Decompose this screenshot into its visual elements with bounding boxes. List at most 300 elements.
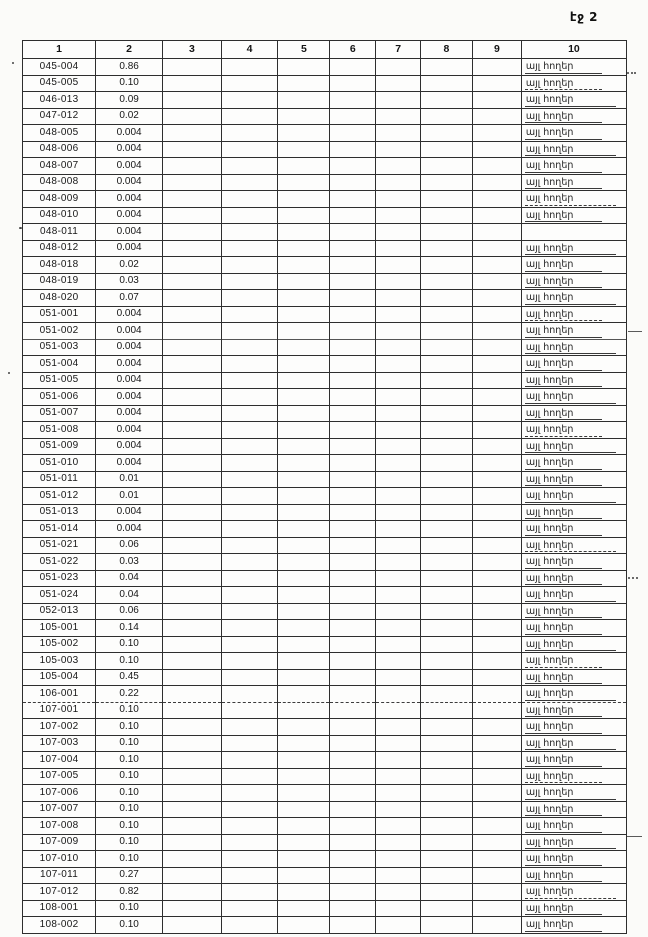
table-row [23,191,627,208]
table-row [23,917,627,934]
empty-cell [420,422,472,439]
empty-cell [472,719,521,736]
empty-cell [330,917,376,934]
empty-cell [420,59,472,76]
empty-cell [376,455,421,472]
empty-cell [163,158,222,175]
empty-cell [330,768,376,785]
empty-cell [221,422,278,439]
empty-cell [376,686,421,703]
empty-cell [376,92,421,109]
empty-cell [330,488,376,505]
empty-cell [376,719,421,736]
empty-cell [472,174,521,191]
empty-cell [278,884,330,901]
column-header-1: 1 [23,41,96,59]
column-header-3: 3 [163,41,222,59]
table-row [23,372,627,389]
parcel-code-cell: 105-003 [23,653,96,670]
empty-cell [472,389,521,406]
land-type-label: այլ հողեր [525,291,616,305]
land-type-cell [521,702,626,719]
table-row [23,686,627,703]
empty-cell [278,636,330,653]
empty-cell [472,636,521,653]
parcel-code-cell: 048-005 [23,125,96,142]
land-type-label: այլ հողեր [525,770,602,784]
empty-cell [278,917,330,934]
empty-cell [420,884,472,901]
empty-cell [163,884,222,901]
empty-cell [472,653,521,670]
empty-cell [163,702,222,719]
area-value-cell: 0.04 [96,587,163,604]
empty-cell [278,422,330,439]
table-row [23,306,627,323]
empty-cell [221,92,278,109]
empty-cell [330,785,376,802]
table-row [23,504,627,521]
table-row [23,801,627,818]
column-header-6: 6 [330,41,376,59]
empty-cell [472,323,521,340]
empty-cell [472,273,521,290]
empty-cell [420,240,472,257]
parcel-code-cell: 108-001 [23,900,96,917]
empty-cell [163,785,222,802]
column-header-4: 4 [221,41,278,59]
empty-cell [221,125,278,142]
empty-cell [420,372,472,389]
empty-cell [330,273,376,290]
empty-cell [278,290,330,307]
table-row [23,339,627,356]
empty-cell [376,339,421,356]
land-type-cell [521,917,626,934]
land-type-cell [521,834,626,851]
table-row [23,141,627,158]
area-value-cell: 0.27 [96,867,163,884]
empty-cell [278,141,330,158]
parcel-code-cell: 107-005 [23,768,96,785]
area-value-cell: 0.004 [96,174,163,191]
empty-cell [221,752,278,769]
empty-cell [472,141,521,158]
land-type-cell [521,719,626,736]
land-type-cell [521,818,626,835]
empty-cell [420,438,472,455]
empty-cell [472,686,521,703]
empty-cell [221,851,278,868]
empty-cell [376,917,421,934]
empty-cell [278,488,330,505]
land-type-cell [521,801,626,818]
page-number: էջ 2 [569,10,598,24]
empty-cell [376,735,421,752]
empty-cell [420,686,472,703]
empty-cell [376,521,421,538]
parcel-code-cell: 051-004 [23,356,96,373]
empty-cell [278,389,330,406]
empty-cell [330,290,376,307]
land-type-cell [521,636,626,653]
empty-cell [163,504,222,521]
parcel-code-cell: 051-023 [23,570,96,587]
land-type-cell [521,372,626,389]
empty-cell [420,851,472,868]
empty-cell [420,504,472,521]
empty-cell [163,191,222,208]
empty-cell [163,59,222,76]
land-type-cell [521,884,626,901]
empty-cell [420,867,472,884]
empty-cell [221,554,278,571]
empty-cell [376,273,421,290]
empty-cell [472,75,521,92]
empty-cell [376,603,421,620]
table-row [23,158,627,175]
area-value-cell: 0.02 [96,108,163,125]
area-value-cell: 0.10 [96,636,163,653]
empty-cell [278,702,330,719]
empty-cell [376,438,421,455]
empty-cell [420,603,472,620]
land-type-cell [521,686,626,703]
empty-cell [163,125,222,142]
table-row [23,174,627,191]
empty-cell [330,719,376,736]
land-type-label: այլ հողեր [525,390,616,404]
empty-cell [330,554,376,571]
empty-cell [221,603,278,620]
table-row [23,488,627,505]
empty-cell [330,620,376,637]
land-type-label: այլ հողեր [525,126,602,140]
empty-cell [376,504,421,521]
empty-cell [163,455,222,472]
empty-cell [472,240,521,257]
area-value-cell: 0.004 [96,323,163,340]
area-value-cell: 0.06 [96,603,163,620]
land-type-cell [521,158,626,175]
area-value-cell: 0.004 [96,240,163,257]
empty-cell [330,75,376,92]
empty-cell [278,537,330,554]
table-row [23,323,627,340]
empty-cell [221,884,278,901]
land-type-label: այլ հողեր [525,869,602,883]
land-type-label: այլ հողեր [525,786,616,800]
empty-cell [376,108,421,125]
empty-cell [330,339,376,356]
land-type-label: այլ հողեր [525,902,602,916]
empty-cell [278,818,330,835]
empty-cell [420,174,472,191]
empty-cell [221,207,278,224]
land-type-cell [521,867,626,884]
empty-cell [472,438,521,455]
empty-cell [221,818,278,835]
table-body [23,59,627,934]
empty-cell [221,372,278,389]
empty-cell [420,537,472,554]
table-row [23,867,627,884]
empty-cell [163,521,222,538]
area-value-cell: 0.004 [96,224,163,241]
empty-cell [472,290,521,307]
table-row [23,75,627,92]
empty-cell [163,471,222,488]
empty-cell [472,521,521,538]
empty-cell [330,372,376,389]
land-type-label: այլ հողեր [525,423,602,437]
empty-cell [278,372,330,389]
empty-cell [278,158,330,175]
area-value-cell: 0.10 [96,818,163,835]
empty-cell [420,554,472,571]
empty-cell [420,620,472,637]
land-type-cell [521,851,626,868]
area-value-cell: 0.004 [96,455,163,472]
land-type-label: այլ հողեր [525,440,616,454]
empty-cell [278,405,330,422]
empty-cell [163,801,222,818]
land-type-cell [521,273,626,290]
empty-cell [330,141,376,158]
empty-cell [163,653,222,670]
empty-cell [472,455,521,472]
parcel-code-cell: 048-007 [23,158,96,175]
empty-cell [472,257,521,274]
table-row [23,521,627,538]
land-type-label: այլ հողեր [525,506,602,520]
table-row [23,603,627,620]
empty-cell [420,405,472,422]
land-type-label: այլ հողեր [525,473,602,487]
empty-cell [221,537,278,554]
empty-cell [221,240,278,257]
land-type-cell [521,422,626,439]
empty-cell [330,851,376,868]
table-row [23,438,627,455]
empty-cell [163,818,222,835]
land-type-label: այլ հողեր [525,671,602,685]
empty-cell [420,224,472,241]
land-type-label: այլ հողեր [525,407,602,421]
empty-cell [278,570,330,587]
parcel-code-cell: 048-006 [23,141,96,158]
land-type-label: այլ հողեր [525,308,602,322]
land-type-cell [521,735,626,752]
empty-cell [472,488,521,505]
parcel-code-cell: 048-018 [23,257,96,274]
empty-cell [330,735,376,752]
area-value-cell: 0.86 [96,59,163,76]
parcel-code-cell: 051-001 [23,306,96,323]
empty-cell [472,702,521,719]
land-type-cell [521,405,626,422]
empty-cell [163,141,222,158]
empty-cell [376,669,421,686]
land-type-cell [521,554,626,571]
land-type-label: այլ հողեր [525,93,616,107]
empty-cell [221,471,278,488]
land-type-cell [521,257,626,274]
table-row [23,636,627,653]
parcel-code-cell: 051-014 [23,521,96,538]
land-type-label: այլ հողեր [525,704,602,718]
empty-cell [472,620,521,637]
empty-cell [163,323,222,340]
table-row [23,900,627,917]
empty-cell [376,389,421,406]
land-type-cell [521,108,626,125]
empty-cell [472,801,521,818]
parcel-code-cell: 107-002 [23,719,96,736]
empty-cell [163,570,222,587]
empty-cell [278,669,330,686]
parcel-code-cell: 048-011 [23,224,96,241]
empty-cell [278,653,330,670]
empty-cell [420,521,472,538]
empty-cell [278,224,330,241]
empty-cell [330,356,376,373]
header-row [23,41,627,59]
land-type-cell [521,768,626,785]
parcel-code-cell: 048-009 [23,191,96,208]
land-type-cell [521,92,626,109]
empty-cell [376,620,421,637]
empty-cell [376,537,421,554]
land-type-cell [521,141,626,158]
empty-cell [163,372,222,389]
empty-cell [163,537,222,554]
parcel-code-cell: 107-008 [23,818,96,835]
empty-cell [472,158,521,175]
empty-cell [221,174,278,191]
land-type-cell [521,207,626,224]
land-type-label: այլ հողեր [525,60,602,74]
empty-cell [376,306,421,323]
empty-cell [278,554,330,571]
empty-cell [376,570,421,587]
empty-cell [472,405,521,422]
empty-cell [163,735,222,752]
area-value-cell: 0.10 [96,785,163,802]
area-value-cell: 0.03 [96,273,163,290]
empty-cell [376,207,421,224]
land-type-cell [521,356,626,373]
empty-cell [376,141,421,158]
table-row [23,785,627,802]
empty-cell [376,702,421,719]
empty-cell [163,867,222,884]
land-type-cell [521,653,626,670]
empty-cell [278,785,330,802]
empty-cell [330,158,376,175]
empty-cell [376,801,421,818]
empty-cell [376,75,421,92]
table-row [23,240,627,257]
empty-cell [330,570,376,587]
area-value-cell: 0.004 [96,405,163,422]
empty-cell [221,438,278,455]
area-value-cell: 0.004 [96,422,163,439]
empty-cell [221,488,278,505]
parcel-code-cell: 051-012 [23,488,96,505]
empty-cell [163,92,222,109]
parcel-code-cell: 051-022 [23,554,96,571]
empty-cell [330,422,376,439]
empty-cell [330,207,376,224]
empty-cell [376,257,421,274]
area-value-cell: 0.03 [96,554,163,571]
table-row [23,108,627,125]
empty-cell [420,273,472,290]
empty-cell [472,356,521,373]
area-value-cell: 0.04 [96,570,163,587]
empty-cell [221,224,278,241]
parcel-code-cell: 051-005 [23,372,96,389]
empty-cell [278,620,330,637]
empty-cell [420,818,472,835]
empty-cell [376,884,421,901]
table-header [23,41,627,59]
land-type-label: այլ հողեր [525,836,616,850]
empty-cell [163,752,222,769]
empty-cell [221,75,278,92]
empty-cell [420,207,472,224]
empty-cell [278,719,330,736]
empty-cell [221,719,278,736]
area-value-cell: 0.004 [96,438,163,455]
area-value-cell: 0.01 [96,471,163,488]
empty-cell [163,257,222,274]
empty-cell [163,636,222,653]
land-type-label: այլ հողեր [525,638,616,652]
table-row [23,702,627,719]
empty-cell [472,59,521,76]
empty-cell [376,356,421,373]
land-type-cell [521,504,626,521]
empty-cell [330,504,376,521]
empty-cell [472,554,521,571]
empty-cell [376,818,421,835]
land-type-cell [521,59,626,76]
land-type-label: այլ հողեր [525,737,616,751]
land-type-cell [521,471,626,488]
empty-cell [278,75,330,92]
land-type-cell [521,75,626,92]
column-header-10: 10 [521,41,626,59]
area-value-cell: 0.10 [96,719,163,736]
empty-cell [472,339,521,356]
empty-cell [376,422,421,439]
empty-cell [278,92,330,109]
area-value-cell: 0.004 [96,504,163,521]
land-type-label: այլ հողեր [525,374,602,388]
empty-cell [420,471,472,488]
area-value-cell: 0.22 [96,686,163,703]
empty-cell [420,306,472,323]
land-type-cell [521,603,626,620]
empty-cell [221,702,278,719]
column-header-2: 2 [96,41,163,59]
table-row [23,735,627,752]
land-type-label: այլ հողեր [525,918,602,932]
table-row [23,125,627,142]
land-type-cell [521,900,626,917]
